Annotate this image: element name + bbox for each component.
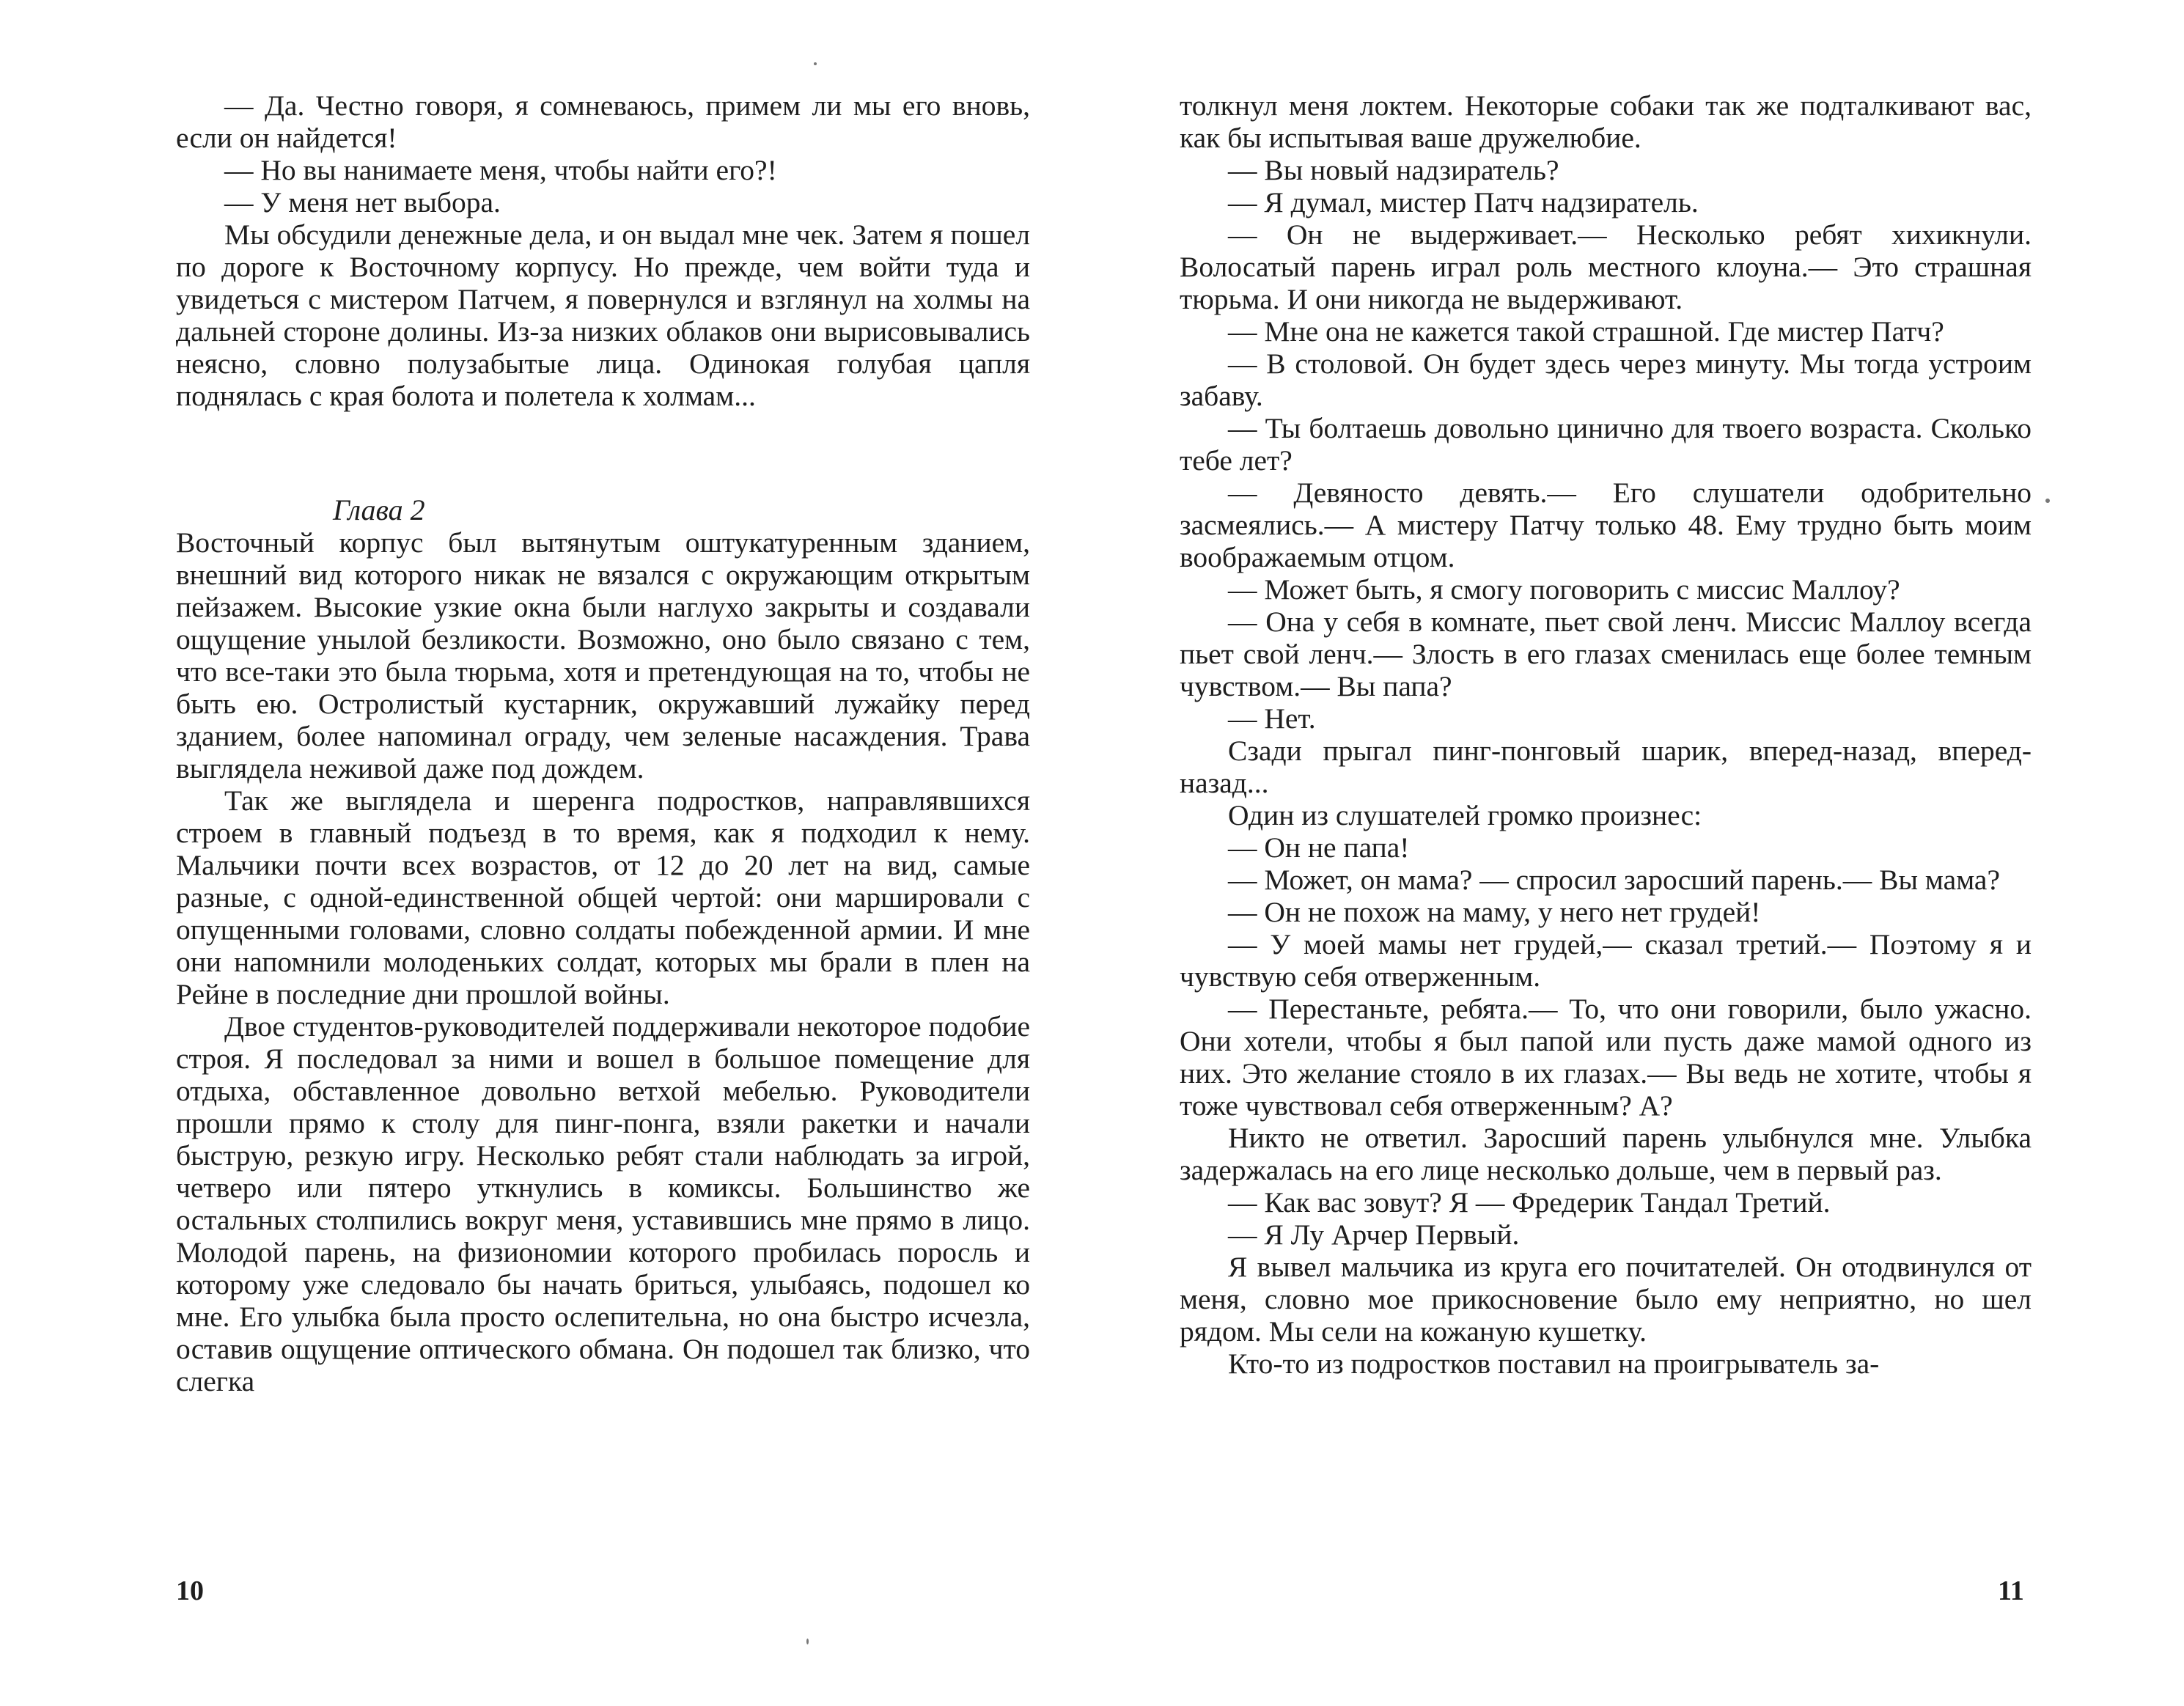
paragraph: — Перестаньте, ребята.— То, что они говорили, было ужасно. Они хотели, чтобы я был папой или пусть даже мамой одного из них. Это желание стояло в их глазах.— Вы ведь не хотите, чтобы я тоже чувствовал себя отверженным? А? xyxy=(1180,993,2032,1122)
left-text-column xyxy=(176,89,1030,1397)
paragraph: — Я думал, мистер Патч надзиратель. xyxy=(1228,186,1699,218)
paragraph: — Я Лу Арчер Первый. xyxy=(1228,1218,1520,1251)
paragraph: — Мне она не кажется такой страшной. Где мистер Патч? xyxy=(1228,315,1944,348)
paragraph: — Может, он мама? — спросил заросший парень.— Вы мама? xyxy=(1228,864,2000,896)
paragraph: Мы обсудили денежные дела, и он выдал мне чек. Затем я пошел по дороге к Восточному корпусу. Но прежде, чем войти туда и увидеться с мистером Патчем, я повернулся и взглянул на холмы на дальней стороне долины. Из-за низких облаков они вырисовывались неясно, словно полузабытые лица. Одинокая голубая цапля поднялась с края болота и полетела к холмам... xyxy=(176,218,1030,412)
chapter-title: Глава 2 xyxy=(333,493,425,526)
paragraph: Так же выглядела и шеренга подростков, направлявшихся строем в главный подъезд в то время, как я подходил к нему. Мальчики почти всех возрастов, от 12 до 20 лет на вид, самые разные, с одной-единственной общей чертой: они маршировали с опущенными головами, словно солдаты побежденной армии. И мне они напомнили молоденьких солдат, которых мы брали в плен на Рейне в последние дни прошлой войны. xyxy=(176,784,1030,1010)
paragraph: Восточный корпус был вытянутым оштукатуренным зданием, внешний вид которого никак не вязался с окружающим открытым пейзажем. Высокие узкие окна были наглухо закрыты и создавали ощущение унылой безликости. Возможно, оно было связано с тем, что все-таки это была тюрьма, хотя и претендующая на то, чтобы не быть ею. Остролистый кустарник, окружавший лужайку перед зданием, более напоминал ограду, чем зеленые насаждения. Трава выглядела неживой даже под дождем. xyxy=(176,526,1030,784)
paragraph: Я вывел мальчика из круга его почитателей. Он отодвинулся от меня, словно мое прикосновение было ему неприятно, но шел рядом. Мы сели на кожаную кушетку. xyxy=(1180,1251,2032,1347)
paragraph: — Он не похож на маму, у него нет грудей! xyxy=(1228,896,1761,928)
paragraph: — У моей мамы нет грудей,— сказал третий.— Поэтому я и чувствую себя отверженным. xyxy=(1180,928,2032,993)
paragraph: — Ты болтаешь довольно цинично для твоего возраста. Сколько тебе лет? xyxy=(1180,412,2032,477)
paragraph: — Но вы нанимаете меня, чтобы найти его?! xyxy=(224,154,777,186)
paragraph: — Он не папа! xyxy=(1228,831,1410,864)
paragraph: — У меня нет выбора. xyxy=(224,186,501,218)
paragraph: — Вы новый надзиратель? xyxy=(1228,154,1559,186)
right-page xyxy=(1092,0,2184,1706)
scan-speck xyxy=(806,1639,809,1644)
paragraph: Двое студентов-руководителей поддерживали некоторое подобие строя. Я последовал за ними и вошел в большое помещение для отдыха, обставленное довольно ветхой мебелью. Руководители прошли прямо к столу для пинг-понга, взяли ракетки и начали быструю, резкую игру. Несколько ребят стали наблюдать за игрой, четверо или пятеро уткнулись в комиксы. Большинство же остальных столпились вокруг меня, уставившись мне прямо в лицо. Молодой парень, на физиономии которого пробилась поросль и которому уже следовало бы начать бриться, улыбаясь, подошел ко мне. Его улыбка была просто ослепительна, но она быстро исчезла, оставив ощущение оптического обмана. Он подошел так близко, что слегка xyxy=(176,1010,1030,1397)
page-number: 11 xyxy=(1998,1576,2024,1606)
paragraph: — Как вас зовут? Я — Фредерик Тандал Третий. xyxy=(1228,1186,1831,1218)
paragraph: — Нет. xyxy=(1228,702,1316,735)
paragraph: — Он не выдерживает.— Несколько ребят хихикнули. Волосатый парень играл роль местного клоуна.— Это страшная тюрьма. И они никогда не выдерживают. xyxy=(1180,218,2032,315)
paragraph: Кто-то из подростков поставил на проигрыватель за- xyxy=(1228,1347,1880,1380)
right-text-column xyxy=(1180,89,2032,1380)
paragraph: Сзади прыгал пинг-понговый шарик, вперед-назад, вперед-назад... xyxy=(1180,735,2032,799)
paragraph: — Она у себя в комнате, пьет свой ленч. Миссис Маллоу всегда пьет свой ленч.— Злость в его глазах сменилась еще более темным чувством.— Вы папа? xyxy=(1180,606,2032,702)
paragraph: — В столовой. Он будет здесь через минуту. Мы тогда устроим забаву. xyxy=(1180,348,2032,412)
page-number: 10 xyxy=(176,1576,204,1606)
paragraph: Один из слушателей громко произнес: xyxy=(1228,799,1702,831)
paragraph: — Может быть, я смогу поговорить с миссис Маллоу? xyxy=(1228,573,1900,606)
paragraph: толкнул меня локтем. Некоторые собаки так же подталкивают вас, как бы испытывая ваше дружелюбие. xyxy=(1180,89,2032,154)
scan-speck xyxy=(2045,499,2050,503)
scan-speck xyxy=(814,62,817,65)
chapter-gap xyxy=(176,412,1030,494)
paragraph: Никто не ответил. Заросший парень улыбнулся мне. Улыбка задержалась на его лице несколько дольше, чем в первый раз. xyxy=(1180,1122,2032,1186)
paragraph: — Девяносто девять.— Его слушатели одобрительно засмеялись.— А мистеру Патчу только 48. Ему трудно быть моим воображаемым отцом. xyxy=(1180,477,2032,573)
paragraph: — Да. Честно говоря, я сомневаюсь, примем ли мы его вновь, если он найдется! xyxy=(176,89,1030,154)
